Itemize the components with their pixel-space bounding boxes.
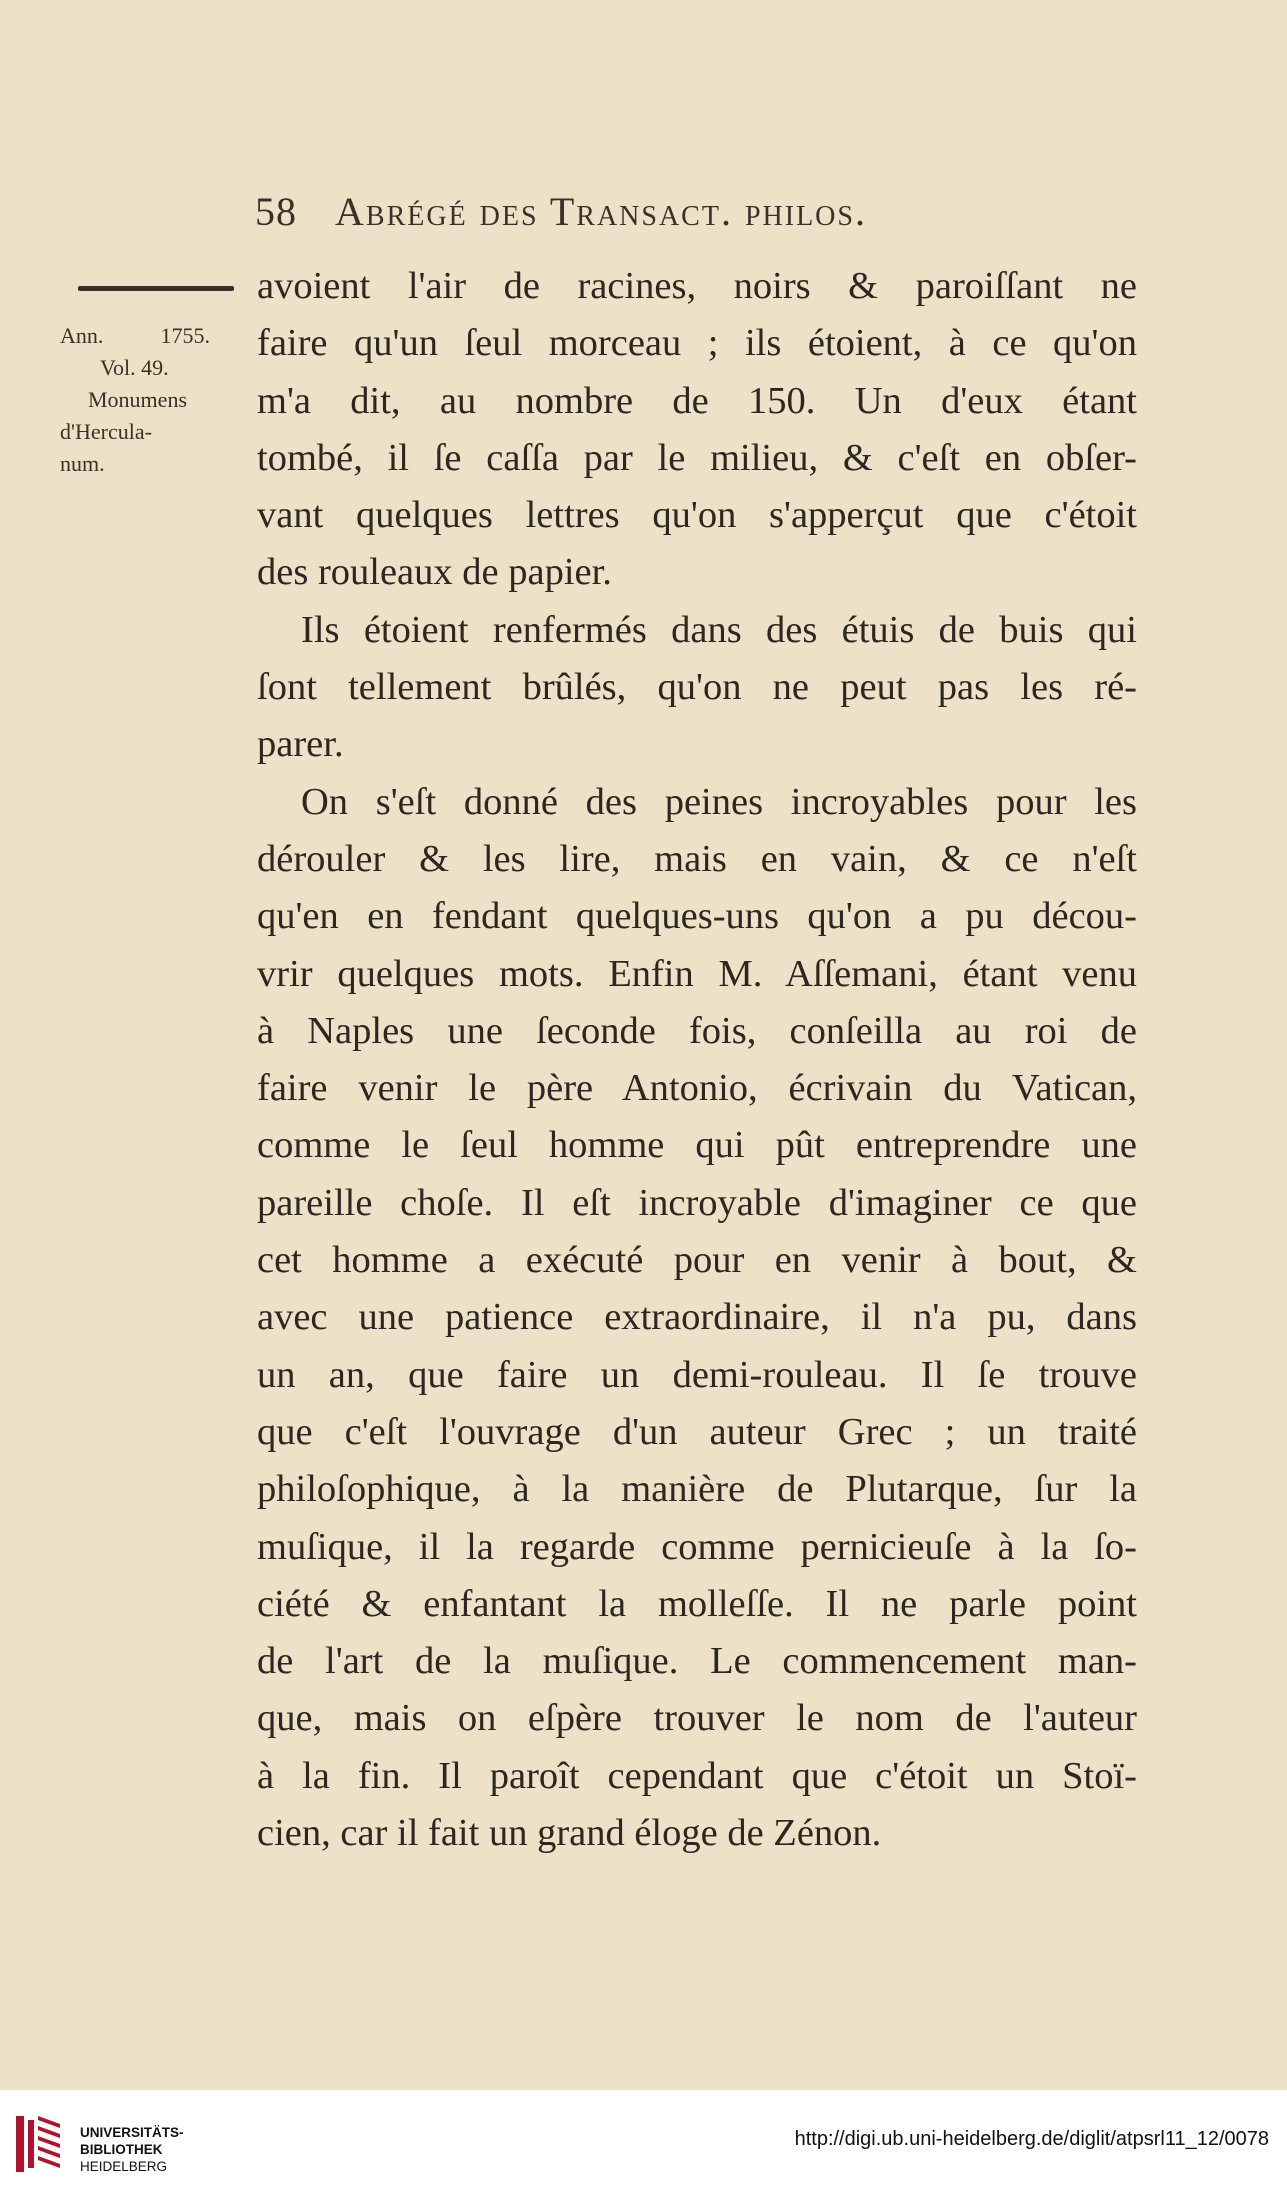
text-line: avec une patience extraordinaire, il n'a pu, dans — [257, 1296, 1137, 1339]
margin-rule — [78, 286, 234, 291]
source-url[interactable]: http://digi.ub.uni-heidelberg.de/diglit/atpsrl11_12/0078 — [794, 2128, 1269, 2150]
library-name-line: BIBLIOTHEK — [80, 2142, 163, 2157]
text-line: vant quelques lettres qu'on s'apperçut que c'étoit — [257, 494, 1137, 537]
text-line: que c'eſt l'ouvrage d'un auteur Grec ; un traité — [257, 1410, 1137, 1453]
margin-topic-line: d'Hercula- — [60, 419, 152, 444]
margin-year: 1755. — [160, 323, 210, 348]
library-name — [80, 2124, 220, 2175]
margin-volume: Vol. 49. — [100, 355, 169, 380]
margin-year-line — [60, 320, 210, 352]
text-line: Ils étoient renfermés dans des étuis de buis qui — [301, 608, 1137, 651]
text-line: pareille choſe. Il eſt incroyable d'imaginer ce que — [257, 1181, 1137, 1224]
text-line: cien, car il fait un grand éloge de Zénon. — [257, 1812, 882, 1855]
text-line: ciété & enfantant la molleſſe. Il ne parle point — [257, 1582, 1137, 1625]
text-line: à la fin. Il paroît cependant que c'étoit un Stoï- — [257, 1754, 1137, 1797]
library-name-line: HEIDELBERG — [80, 2159, 168, 2174]
page-number: 58 — [255, 189, 297, 234]
margin-year-label: Ann. — [60, 323, 104, 348]
text-line: tombé, il ſe caſſa par le milieu, & c'eſt en obſer- — [257, 436, 1137, 479]
library-logo — [12, 2112, 72, 2176]
library-name-line: UNIVERSITÄTS- — [80, 2125, 184, 2140]
text-line: vrir quelques mots. Enfin M. Aſſemani, étant venu — [257, 952, 1137, 995]
text-line: avoient l'air de racines, noirs & paroiſſant ne — [257, 265, 1137, 307]
page-header — [255, 180, 1025, 240]
text-line: qu'en en fendant quelques-uns qu'on a pu décou- — [257, 895, 1137, 938]
margin-topic-line: Monumens — [88, 387, 187, 412]
text-line: ſont tellement brûlés, qu'on ne peut pas les ré- — [257, 666, 1137, 709]
text-line: faire venir le père Antonio, écrivain du Vatican, — [257, 1067, 1137, 1110]
margin-note — [60, 320, 250, 480]
text-line: des rouleaux de papier. — [257, 551, 612, 594]
body-text — [257, 258, 1137, 1862]
text-line: muſique, il la regarde comme pernicieuſe à la ſo- — [257, 1525, 1137, 1568]
text-line: cet homme a exécuté pour en venir à bout, & — [257, 1239, 1137, 1282]
text-line: philoſophique, à la manière de Plutarque, ſur la — [257, 1468, 1137, 1511]
text-line: à Naples une ſeconde fois, conſeilla au roi de — [257, 1009, 1137, 1052]
text-line: comme le ſeul homme qui pût entreprendre une — [257, 1124, 1137, 1167]
text-line: parer. — [257, 723, 344, 766]
margin-topic-line: num. — [60, 451, 105, 476]
text-line: de l'art de la muſique. Le commencement man- — [257, 1640, 1137, 1683]
text-line: un an, que faire un demi-rouleau. Il ſe trouve — [257, 1353, 1137, 1396]
text-line: On s'eſt donné des peines incroyables pour les — [301, 780, 1137, 823]
text-line: dérouler & les lire, mais en vain, & ce n'eſt — [257, 837, 1137, 880]
text-line: que, mais on eſpère trouver le nom de l'auteur — [257, 1697, 1137, 1740]
text-line: m'a dit, au nombre de 150. Un d'eux étant — [257, 379, 1137, 422]
running-title: Abrégé des Transact. philos. — [335, 189, 867, 234]
text-line: faire qu'un ſeul morceau ; ils étoient, à ce qu'on — [257, 322, 1137, 365]
